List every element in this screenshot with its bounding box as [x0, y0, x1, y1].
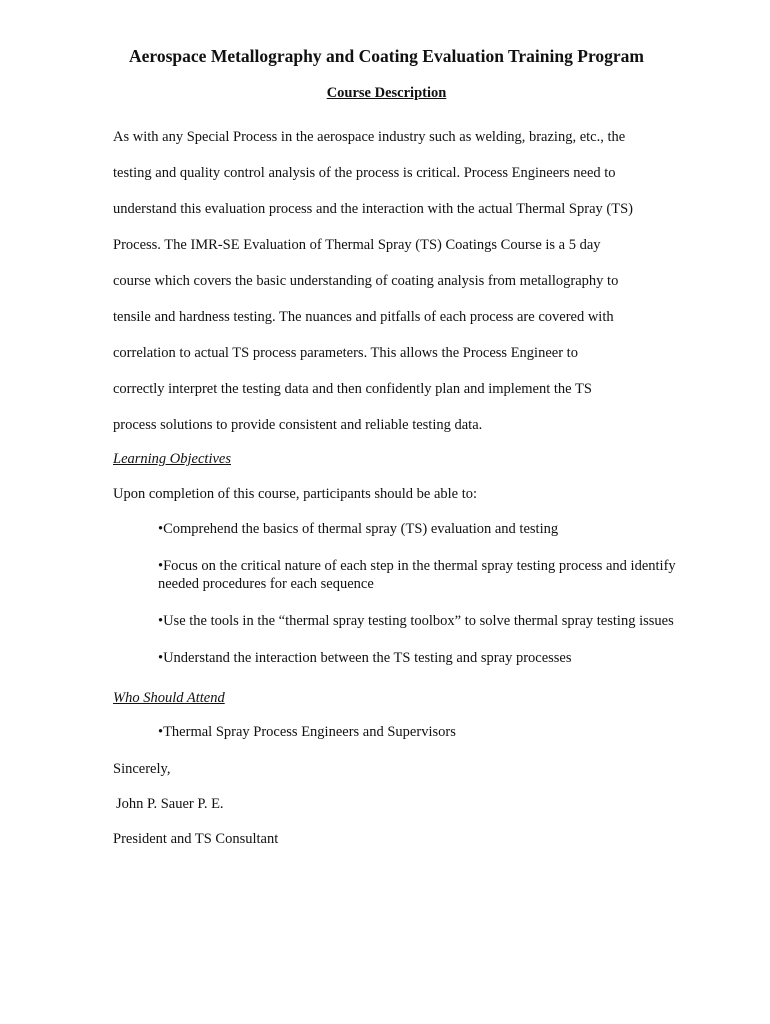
document-title: Aerospace Metallography and Coating Evaluation Training Program [129, 46, 644, 66]
description-line: correctly interpret the testing data and then confidently plan and implement the TS [113, 381, 592, 397]
who-should-attend-heading: Who Should Attend [113, 690, 225, 706]
description-line: As with any Special Process in the aerospace industry such as welding, brazing, etc., the [113, 129, 626, 145]
learning-objectives-list [113, 520, 710, 667]
signer-name: John P. Sauer P. E. [116, 796, 224, 812]
description-line: process solutions to provide consistent and reliable testing data. [113, 417, 483, 433]
bullet-icon: • [158, 521, 164, 537]
list-item [158, 557, 710, 593]
attendee-text: Thermal Spray Process Engineers and Supervisors [163, 724, 456, 740]
bullet-icon: • [158, 613, 164, 629]
list-item [158, 649, 710, 667]
closing-salutation: Sincerely, [113, 761, 171, 777]
bullet-icon: • [158, 724, 164, 740]
description-line: testing and quality control analysis of the process is critical. Process Engineers need to [113, 165, 616, 181]
description-line: Process. The IMR-SE Evaluation of Thermal Spray (TS) Coatings Course is a 5 day [113, 237, 601, 253]
course-description-body [113, 119, 710, 443]
course-description-heading: Course Description [326, 85, 447, 101]
signer-title: President and TS Consultant [113, 831, 279, 847]
bullet-icon: • [158, 558, 164, 574]
description-line: correlation to actual TS process parameters. This allows the Process Engineer to [113, 345, 578, 361]
learning-objectives-heading: Learning Objectives [113, 451, 231, 467]
objective-text: Understand the interaction between the TS testing and spray processes [163, 650, 572, 666]
list-item [158, 612, 710, 630]
list-item [158, 520, 710, 538]
objective-text: Comprehend the basics of thermal spray (TS) evaluation and testing [163, 521, 559, 537]
description-line: understand this evaluation process and the interaction with the actual Thermal Spray (TS) [113, 201, 633, 217]
bullet-icon: • [158, 650, 164, 666]
learning-objectives-intro: Upon completion of this course, participants should be able to: [113, 486, 478, 502]
objective-text: Focus on the critical nature of each step in the thermal spray testing process and identify needed procedures for each sequence [158, 558, 676, 592]
description-line: tensile and hardness testing. The nuances and pitfalls of each process are covered with [113, 309, 614, 325]
objective-text: Use the tools in the “thermal spray testing toolbox” to solve thermal spray testing issues [163, 613, 674, 629]
list-item [158, 723, 710, 741]
description-line: course which covers the basic understanding of coating analysis from metallography to [113, 273, 619, 289]
who-should-attend-list [113, 723, 710, 741]
